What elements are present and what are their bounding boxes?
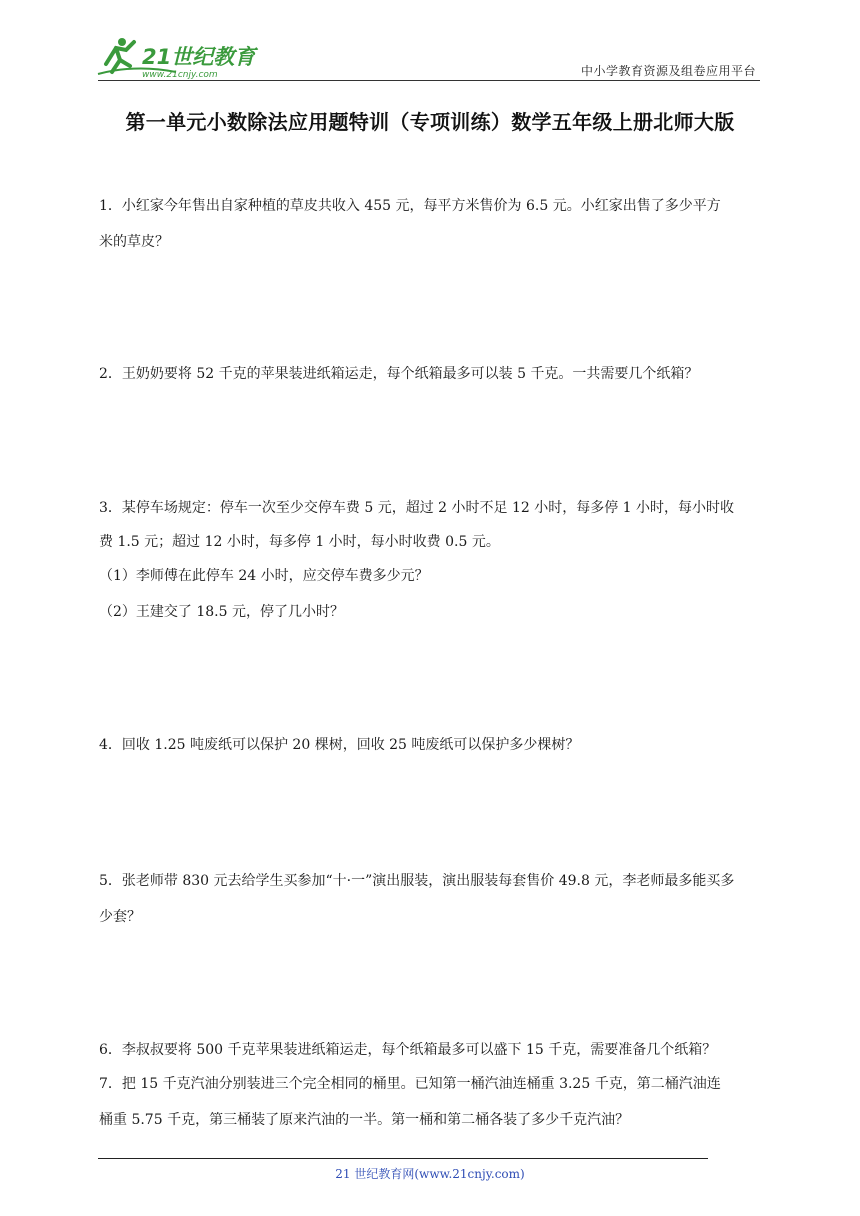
question-text: 费 1.5 元；超过 12 小时，每多停 1 小时，每小时收费 0.5 元。 <box>99 534 500 550</box>
logo-text: 21世纪教育 <box>142 45 256 69</box>
logo-url: www.21cnjy.com <box>142 70 218 80</box>
question-5 <box>99 863 767 935</box>
footer-divider <box>98 1158 708 1159</box>
question-4 <box>99 727 767 763</box>
question-text: 3．某停车场规定：停车一次至少交停车费 5 元，超过 2 小时不足 12 小时，每多停 1 小时，每小时收 <box>99 500 735 516</box>
page-header <box>0 0 860 90</box>
sub-question-1: （1）李师傅在此停车 24 小时，应交停车费多少元？ <box>99 568 429 584</box>
question-text: 7．把 15 千克汽油分别装进三个完全相同的桶里。已知第一桶汽油连桶重 3.25 千克，第二桶汽油连 <box>99 1076 721 1092</box>
question-2 <box>99 356 767 392</box>
question-7 <box>99 1066 767 1138</box>
question-text: 少套？ <box>99 909 141 925</box>
question-1 <box>99 188 767 260</box>
question-text: 米的草皮？ <box>99 234 169 250</box>
sub-question-2: （2）王建交了 18.5 元，停了几小时？ <box>99 604 344 620</box>
page-title: 第一单元小数除法应用题特训（专项训练）数学五年级上册北师大版 <box>125 110 735 134</box>
logo-graphic <box>96 34 266 82</box>
question-3 <box>99 490 767 630</box>
question-6 <box>99 1032 767 1068</box>
question-text: 4．回收 1.25 吨废纸可以保护 20 棵树，回收 25 吨废纸可以保护多少棵树？ <box>99 737 580 753</box>
footer-link[interactable]: 21 世纪教育网(www.21cnjy.com) <box>335 1167 525 1181</box>
site-logo <box>96 34 266 82</box>
header-divider <box>98 80 760 81</box>
question-text: 桶重 5.75 千克，第三桶装了原来汽油的一半。第一桶和第二桶各装了多少千克汽油？ <box>99 1112 630 1128</box>
question-text: 5．张老师带 830 元去给学生买参加“十·一”演出服装，演出服装每套售价 49.8 元，李老师最多能买多 <box>99 873 735 889</box>
question-text: 6．李叔叔要将 500 千克苹果装进纸箱运走，每个纸箱最多可以盛下 15 千克，需要准备几个纸箱？ <box>99 1042 717 1058</box>
question-text: 2．王奶奶要将 52 千克的苹果装进纸箱运走，每个纸箱最多可以装 5 千克。一共需要几个纸箱？ <box>99 366 699 382</box>
platform-name: 中小学教育资源及组卷应用平台 <box>580 64 756 78</box>
question-text: 1．小红家今年售出自家种植的草皮共收入 455 元，每平方米售价为 6.5 元。小红家出售了多少平方 <box>99 198 721 214</box>
